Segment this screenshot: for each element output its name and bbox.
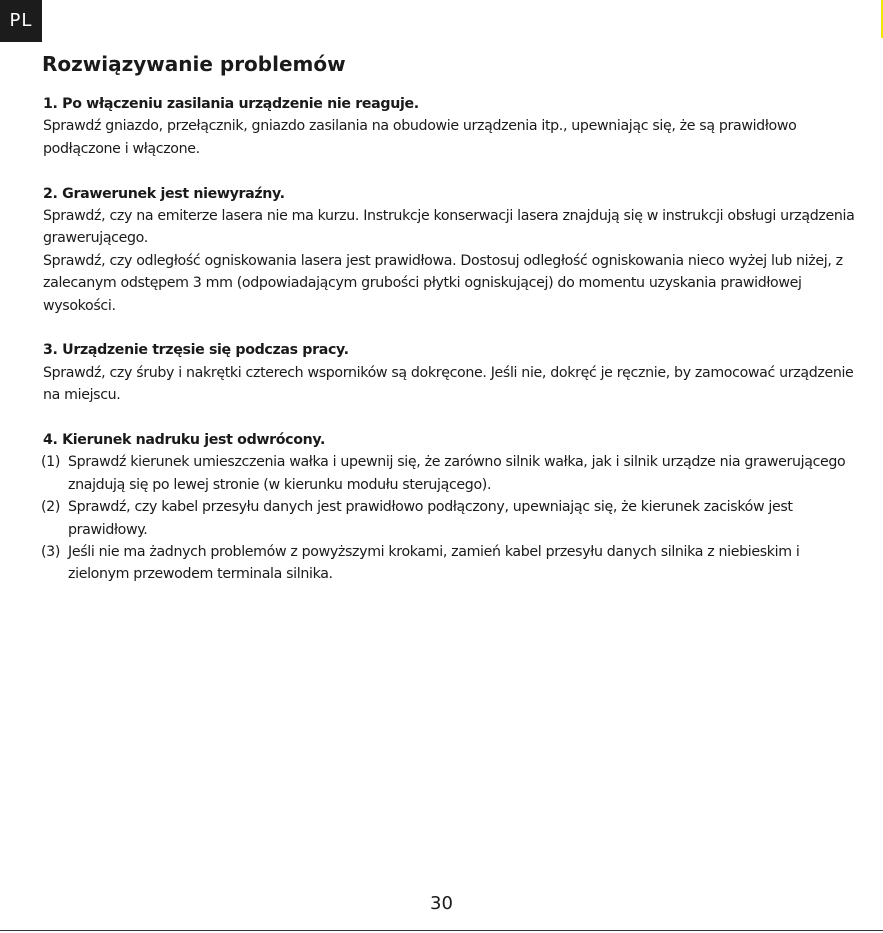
section-paragraph: Sprawdź, czy na emiterze lasera nie ma kurzu. Instrukcje konserwacji lasera znajdują się w instrukcji obsługi urządzenia grawerującego. <box>43 208 855 247</box>
language-tab: PL <box>0 0 42 42</box>
section-power <box>43 93 863 160</box>
numbered-item <box>43 496 863 541</box>
section-paragraph: Sprawdź, czy śruby i nakrętki czterech wsporników są dokręcone. Jeśli nie, dokręć je ręcznie, by zamocować urządzenie na miejscu. <box>43 364 854 404</box>
section-heading: 4. Kierunek nadruku jest odwrócony. <box>43 432 326 449</box>
item-number: (3) <box>41 544 61 561</box>
section-heading: 2. Grawerunek jest niewyraźny. <box>43 185 285 202</box>
page-title: Rozwiązywanie problemów <box>42 52 346 76</box>
item-text: Sprawdź, czy kabel przesyłu danych jest prawidłowo podłączony, upewniając się, że kierunek zacisków jest prawidłowy. <box>68 499 793 538</box>
section-paragraph: Sprawdź gniazdo, przełącznik, gniazdo zasilania na obudowie urządzenia itp., upewniając się, że są prawidłowo podłączone i włączone. <box>43 118 797 157</box>
item-number: (2) <box>41 499 61 516</box>
section-paragraph: Sprawdź, czy odległość ogniskowania lasera jest prawidłowa. Dostosuj odległość ogniskowania nieco wyżej lub niżej, z zalecanym odstępem 3 mm (odpowiadającym grubości płytki ogniskującej) do momentu uzyskania prawidłowej wysokości. <box>43 252 843 314</box>
page-number: 30 <box>430 893 453 914</box>
item-text: Sprawdź kierunek umieszczenia wałka i upewnij się, że zarówno silnik wałka, jak i silnik urządze nia grawerującego znajdują się po lewej stronie (w kierunku modułu sterującego). <box>68 454 846 493</box>
numbered-item <box>43 451 863 496</box>
section-shaking <box>43 339 863 406</box>
section-print-direction <box>43 429 863 586</box>
section-heading: 3. Urządzenie trzęsie się podczas pracy. <box>43 342 349 359</box>
section-engraving <box>43 183 863 317</box>
troubleshooting-content <box>43 93 863 608</box>
section-heading: 1. Po włączeniu zasilania urządzenie nie reaguje. <box>43 96 419 112</box>
item-text: Jeśli nie ma żadnych problemów z powyższymi krokami, zamień kabel przesyłu danych silnika z niebieskim i zielonym przewodem terminala silnika. <box>68 544 800 583</box>
item-number: (1) <box>41 454 61 471</box>
bottom-divider <box>0 930 883 931</box>
numbered-item <box>43 541 863 586</box>
